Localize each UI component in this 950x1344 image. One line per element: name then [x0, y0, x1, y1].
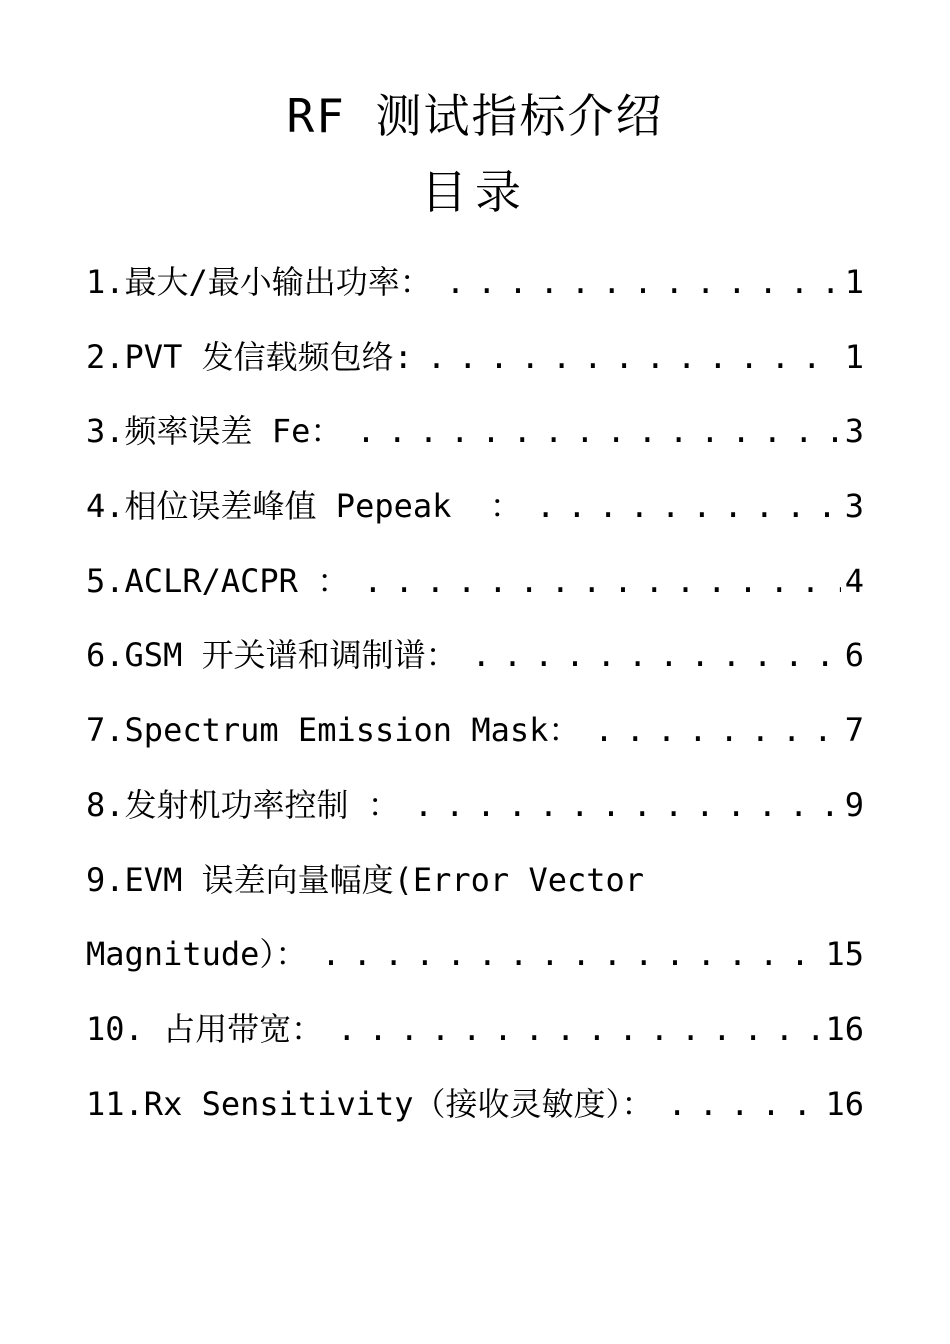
toc-entry-first-line[interactable] — [86, 850, 864, 925]
toc-entry-title-continued: Magnitude）： — [86, 935, 308, 974]
toc-dot-leader — [400, 775, 841, 835]
toc-dot-leader — [307, 924, 821, 984]
toc-dot-leader — [323, 999, 821, 1059]
toc-entry-continuation[interactable] — [86, 924, 864, 999]
toc-page-number: 9 — [844, 785, 864, 824]
toc-entry-title: 3.频率误差 Fe： — [86, 412, 343, 451]
toc-entry[interactable] — [86, 252, 864, 327]
toc-entry-title: 7.Spectrum Emission Mask： — [86, 711, 581, 750]
toc-dot-leader — [342, 401, 840, 461]
toc-entry-title: 8.发射机功率控制 ： — [86, 785, 400, 824]
toc-entry-title: 5.ACLR/ACPR ： — [86, 561, 350, 600]
toc-dot-leader — [413, 327, 841, 387]
toc-dot-leader — [349, 551, 841, 611]
toc-page-number: 6 — [844, 636, 864, 675]
toc-entry-title: 1.最大/最小输出功率： — [86, 263, 432, 301]
toc-page-number: 7 — [844, 711, 864, 750]
toc-entry-title: 4.相位误差峰值 Pepeak ： — [86, 487, 522, 526]
toc-entry-title: 9.EVM 误差向量幅度(Error Vector — [86, 860, 645, 899]
toc-entry[interactable] — [86, 625, 864, 700]
toc-page-number: 3 — [844, 487, 864, 526]
toc-page-number: 1 — [844, 263, 864, 301]
toc-dot-leader — [432, 252, 841, 312]
toc-entry[interactable] — [86, 700, 864, 775]
toc-entry[interactable] — [86, 1074, 864, 1149]
toc-entry[interactable] — [86, 999, 864, 1074]
toc-heading: 目录 — [421, 165, 529, 219]
toc-page-number: 3 — [844, 412, 864, 451]
document-title: RF 测试指标介绍 — [286, 89, 664, 143]
toc-page-number: 16 — [825, 1084, 864, 1123]
table-of-contents — [86, 252, 864, 1148]
toc-dot-leader — [458, 625, 841, 685]
toc-entry-title: 6.GSM 开关谱和调制谱： — [86, 636, 458, 675]
toc-dot-leader — [580, 700, 840, 760]
toc-page-number: 1 — [844, 337, 864, 376]
toc-entry[interactable] — [86, 401, 864, 476]
toc-entry[interactable] — [86, 775, 864, 850]
toc-dot-leader — [654, 1074, 822, 1134]
toc-page-number: 4 — [844, 561, 864, 600]
toc-page-number: 15 — [825, 935, 864, 974]
toc-entry[interactable] — [86, 476, 864, 551]
toc-entry-title: 2.PVT 发信载频包络: — [86, 337, 413, 376]
toc-page-number: 16 — [825, 1009, 864, 1048]
toc-entry-title: 10. 占用带宽： — [86, 1009, 324, 1048]
toc-dot-leader — [522, 476, 841, 536]
toc-entry-title: 11.Rx Sensitivity（接收灵敏度）： — [86, 1084, 654, 1123]
toc-entry[interactable] — [86, 551, 864, 626]
toc-entry[interactable] — [86, 327, 864, 402]
